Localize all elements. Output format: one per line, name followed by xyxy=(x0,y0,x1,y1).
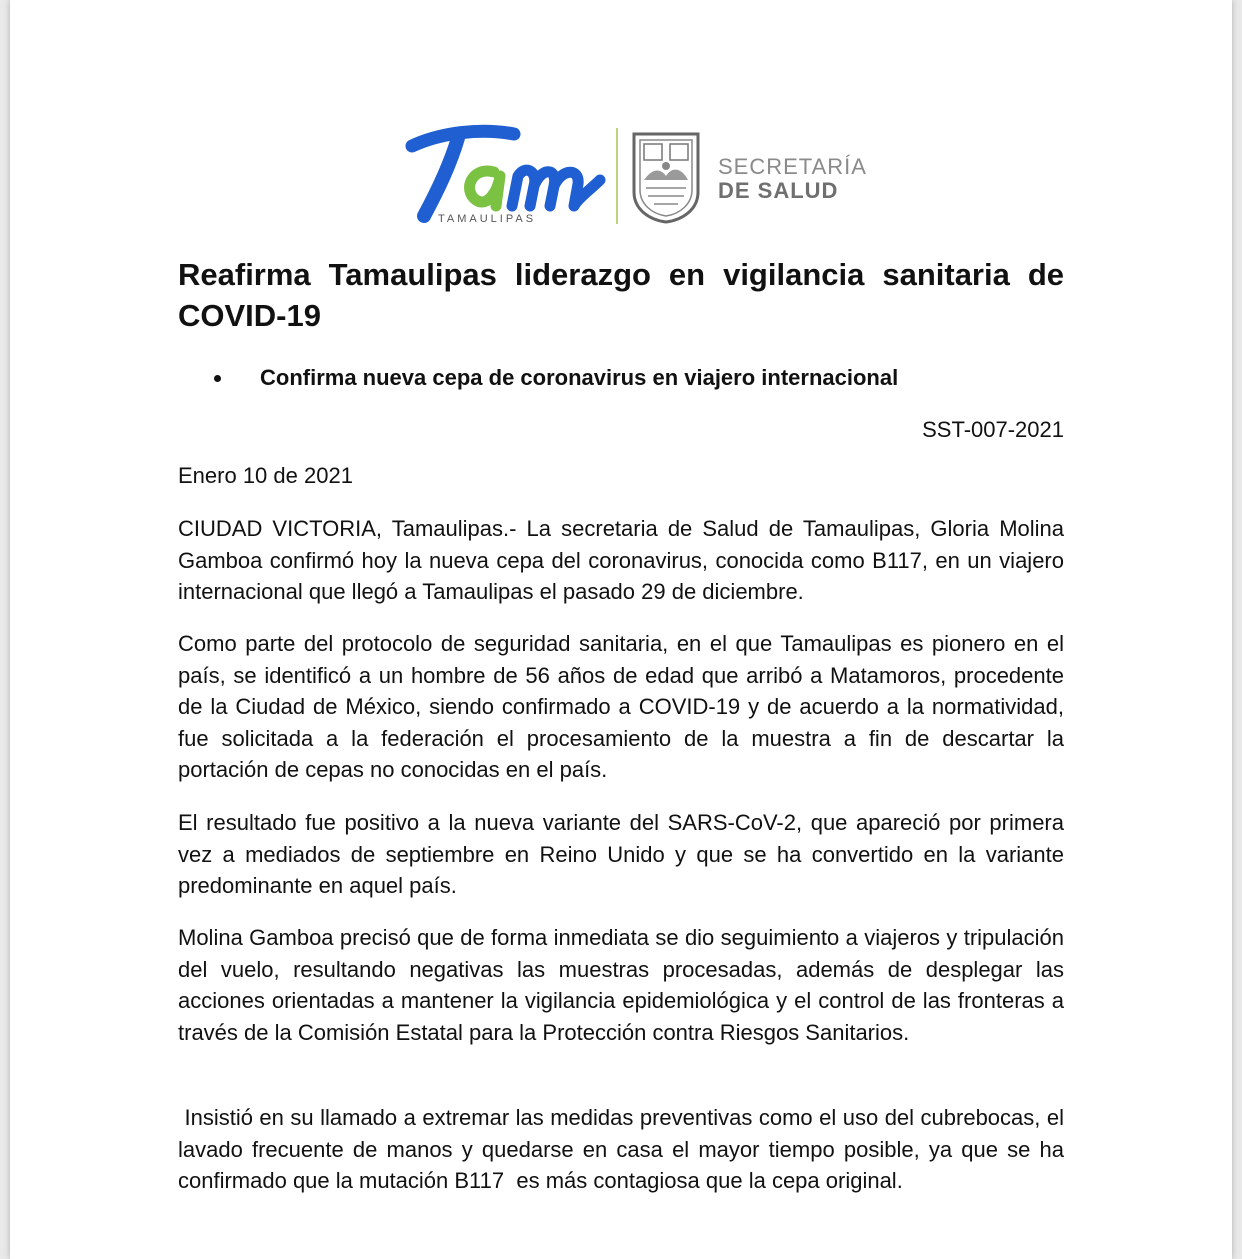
paragraph: Como parte del protocolo de seguridad sanitaria, en el que Tamaulipas es pionero en el país, se identificó a un hombre de 56 años de edad que arribó a Matamoros, procedente de la Ciudad de México, siendo confirmado a COVID-19 y de acuerdo a la normatividad, fue solicitada a la federación el procesamiento de la muestra a fin de descartar la portación de cepas no conocidas en el país. xyxy=(178,631,1064,783)
press-release-title: Reafirma Tamaulipas liderazgo en vigilancia sanitaria de COVID-19 xyxy=(178,257,1064,333)
paragraph: Molina Gamboa precisó que de forma inmediata se dio seguimiento a viajeros y tripulación del vuelo, resultando negativas las muestras procesadas, además de desplegar las acciones orientadas a mantener la vigilancia epidemiológica y el control de las fronteras a través de la Comisión Estatal para la Protección contra Riesgos Sanitarios. xyxy=(178,925,1064,1045)
header-logos xyxy=(402,120,867,230)
paragraph: El resultado fue positivo a la nueva variante del SARS-CoV-2, que apareció por primera vez a mediados de septiembre en Reino Unido y que se ha convertido en la variante predominante en aquel país. xyxy=(178,810,1064,899)
paragraph: CIUDAD VICTORIA, Tamaulipas.- La secretaria de Salud de Tamaulipas, Gloria Molina Gamboa confirmó hoy la nueva cepa del coronavirus, conocida como B117, en un viajero internacional que llegó a Tamaulipas el pasado 29 de diciembre. xyxy=(178,516,1064,605)
agency-name-line1: SECRETARÍA xyxy=(718,154,867,179)
document-page xyxy=(10,0,1232,1259)
release-date: Enero 10 de 2021 xyxy=(178,463,353,488)
reference-code: SST-007-2021 xyxy=(922,417,1064,442)
paragraph: Insistió en su llamado a extremar las medidas preventivas como el uso del cubrebocas, el lavado frecuente de manos y quedarse en casa el mayor tiempo posible, ya que se ha confirmado que la mutación B117 es más contagiosa que la cepa original. xyxy=(178,1105,1071,1194)
bullet-icon xyxy=(214,375,221,382)
agency-name-line2: DE SALUD xyxy=(718,178,839,203)
tamaulipas-seal-icon xyxy=(628,126,704,224)
tam-caption: TAMAULIPAS xyxy=(438,213,537,225)
logo-divider xyxy=(616,128,618,224)
tam-tamaulipas-logo xyxy=(402,120,607,230)
subtitle-text: Confirma nueva cepa de coronavirus en viajero internacional xyxy=(260,365,899,390)
